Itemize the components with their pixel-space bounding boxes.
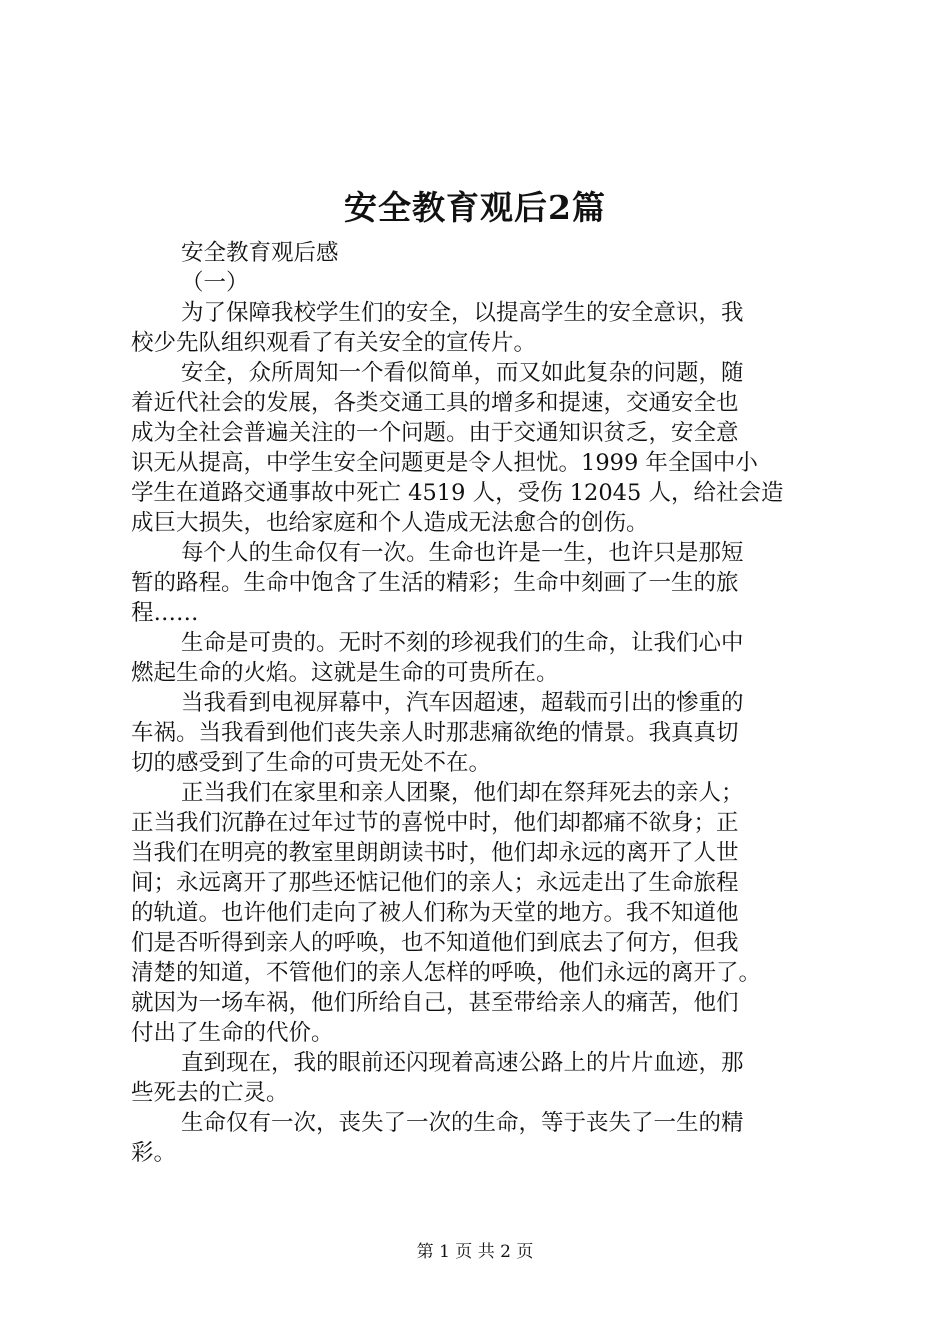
body-line: 校少先队组织观看了有关安全的宣传片。 bbox=[131, 330, 537, 356]
body-line: 着近代社会的发展，各类交通工具的增多和提速，交通安全也 bbox=[131, 390, 739, 416]
body-line: 成巨大损失，也给家庭和个人造成无法愈合的创伤。 bbox=[131, 510, 649, 536]
body-line: 燃起生命的火焰。这就是生命的可贵所在。 bbox=[131, 660, 559, 686]
page-footer: 第 1 页 共 2 页 bbox=[416, 1242, 534, 1262]
body-line: 生命是可贵的。无时不刻的珍视我们的生命，让我们心中 bbox=[181, 630, 744, 656]
body-line: 学生在道路交通事故中死亡 4519 人，受伤 12045 人，给社会造 bbox=[131, 480, 784, 506]
body-line: 当我看到电视屏幕中，汽车因超速，超载而引出的惨重的 bbox=[181, 690, 744, 716]
body-line: 清楚的知道，不管他们的亲人怎样的呼唤，他们永远的离开了。 bbox=[131, 960, 762, 986]
body-line: 安全，众所周知一个看似简单，而又如此复杂的问题，随 bbox=[181, 360, 744, 386]
document-subtitle: 安全教育观后感 bbox=[181, 240, 339, 266]
body-line: 直到现在，我的眼前还闪现着高速公路上的片片血迹，那 bbox=[181, 1050, 744, 1076]
body-line: 正当我们沉静在过年过节的喜悦中时，他们却都痛不欲身；正 bbox=[131, 810, 739, 836]
body-line: 彩。 bbox=[131, 1140, 177, 1166]
body-lines bbox=[131, 298, 831, 1168]
document-body bbox=[131, 238, 831, 1168]
body-line: 就因为一场车祸，他们所给自己，甚至带给亲人的痛苦，他们 bbox=[131, 990, 739, 1016]
body-line: 们是否听得到亲人的呼唤，也不知道他们到底去了何方，但我 bbox=[131, 930, 739, 956]
body-line: 成为全社会普遍关注的一个问题。由于交通知识贫乏，安全意 bbox=[131, 420, 739, 446]
body-line: 暂的路程。生命中饱含了生活的精彩；生命中刻画了一生的旅 bbox=[131, 570, 739, 596]
body-line: 当我们在明亮的教室里朗朗读书时，他们却永远的离开了人世 bbox=[131, 840, 739, 866]
body-line: 的轨道。也许他们走向了被人们称为天堂的地方。我不知道他 bbox=[131, 900, 739, 926]
body-line: 为了保障我校学生们的安全，以提高学生的安全意识，我 bbox=[181, 300, 744, 326]
body-line: 切的感受到了生命的可贵无处不在。 bbox=[131, 750, 492, 776]
body-line: 车祸。当我看到他们丧失亲人时那悲痛欲绝的情景。我真真切 bbox=[131, 720, 739, 746]
body-line: 程…… bbox=[131, 600, 199, 626]
body-line: 识无从提高，中学生安全问题更是令人担忧。1999 年全国中小 bbox=[131, 450, 758, 476]
body-line: 正当我们在家里和亲人团聚，他们却在祭拜死去的亲人； bbox=[181, 780, 744, 806]
body-line: 每个人的生命仅有一次。生命也许是一生，也许只是那短 bbox=[181, 540, 744, 566]
body-line: 付出了生命的代价。 bbox=[131, 1020, 334, 1046]
section-label: （一） bbox=[181, 270, 249, 296]
document-title: 安全教育观后2篇 bbox=[344, 188, 606, 227]
body-line: 生命仅有一次，丧失了一次的生命，等于丧失了一生的精 bbox=[181, 1110, 744, 1136]
body-line: 些死去的亡灵。 bbox=[131, 1080, 289, 1106]
body-line: 间；永远离开了那些还惦记他们的亲人；永远走出了生命旅程 bbox=[131, 870, 739, 896]
